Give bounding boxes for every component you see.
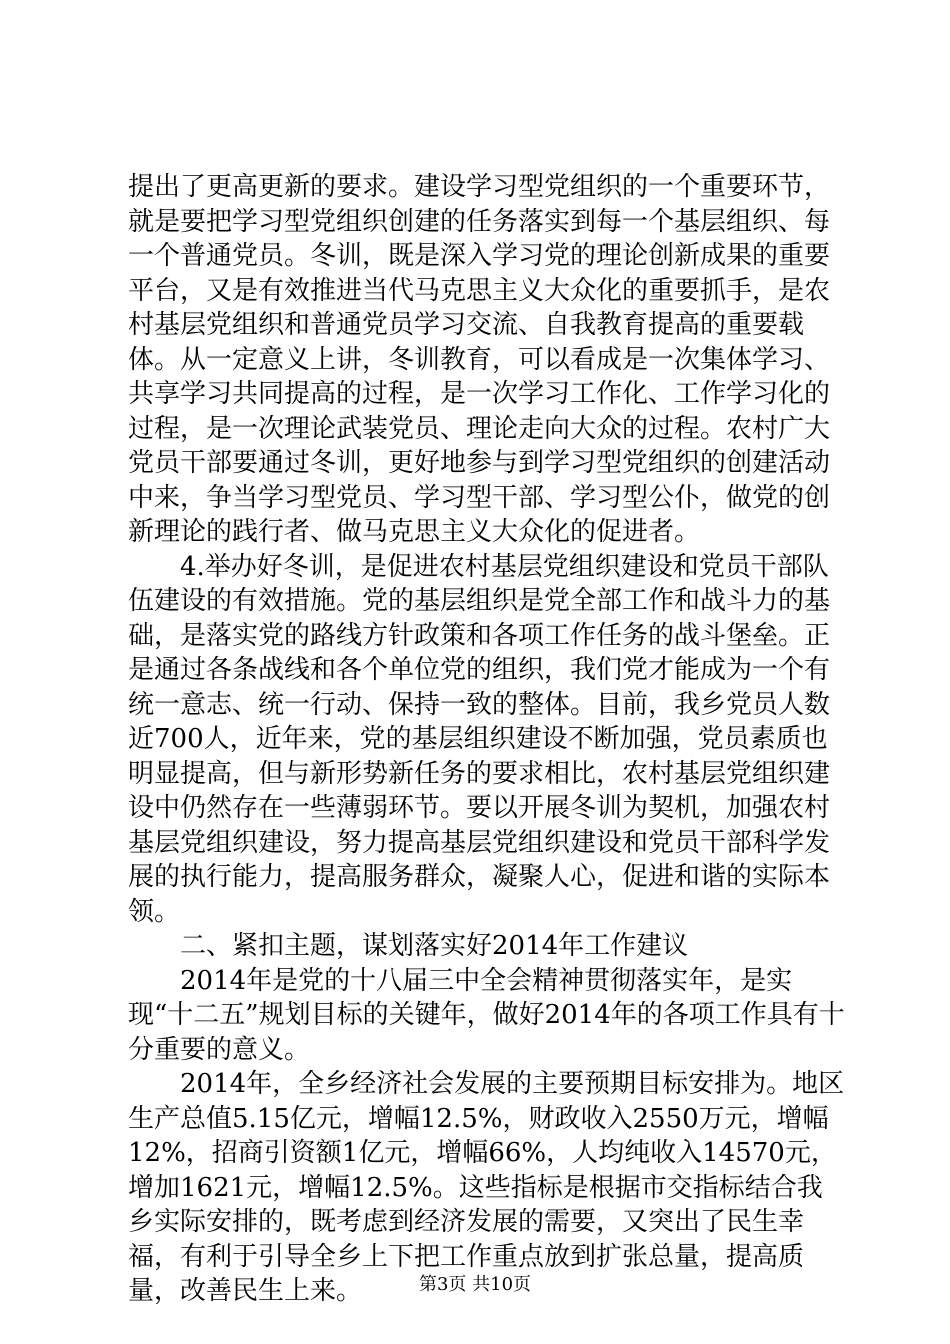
paragraph-point-4: 4.举办好冬训，是促进农村基层党组织建设和党员干部队伍建设的有效措施。党的基层组织是党全部工作和战斗力的基础，是落实党的路线方针政策和各项工作任务的战斗堡垒。正是通过各条战线和各个单位党的组织，我们党才能成为一个有统一意志、统一行动、保持一致的整体。目前，我乡党员人数近700人，近年来，党的基层组织建设不断加强，党员素质也明显提高，但与新形势新任务的要求相比，农村基层党组织建设中仍然存在一些薄弱环节。要以开展冬训为契机，加强农村基层党组织建设，努力提高基层党组织建设和党员干部科学发展的执行能力，提高服务群众，凝聚人心，促进和谐的实际本领。 [128, 551, 831, 927]
section-heading-2014-work: 二、紧扣主题，谋划落实好2014年工作建议 [180, 931, 689, 961]
document-body [128, 170, 848, 1309]
paragraph-2014-significance: 2014年是党的十八届三中全会精神贯彻落实年，是实现“十二五”规划目标的关键年，做好2014年的各项工作具有十分重要的意义。 [128, 965, 845, 1065]
paragraph-winter-training-learning: 提出了更高更新的要求。建设学习型党组织的一个重要环节，就是要把学习型党组织创建的任务落实到每一个基层组织、每一个普通党员。冬训，既是深入学习党的理论创新成果的重要平台，又是有效推进当代马克思主义大众化的重要抓手，是农村基层党组织和普通党员学习交流、自我教育提高的重要载体。从一定意义上讲，冬训教育，可以看成是一次集体学习、共享学习共同提高的过程，是一次学习工作化、工作学习化的过程，是一次理论武装党员、理论走向大众的过程。农村广大党员干部要通过冬训，更好地参与到学习型党组织的创建活动中来，争当学习型党员、学习型干部、学习型公仆，做党的创新理论的践行者、做马克思主义大众化的促进者。 [128, 172, 831, 547]
page-number-footer: 第3页 共10页 [418, 1274, 532, 1295]
paragraph-2014-targets: 2014年，全乡经济社会发展的主要预期目标安排为。地区生产总值5.15亿元，增幅12.5%，财政收入2550万元，增幅12%，招商引资额1亿元，增幅66%，人均纯收入14570元，增加1621元，增幅12.5%。这些指标是根据市交指标结合我乡实际安排的，既考虑到经济发展的需要，又突出了民生幸福，有利于引导全乡上下把工作重点放到扩张总量，提高质量，改善民生上来。 [128, 1069, 845, 1306]
